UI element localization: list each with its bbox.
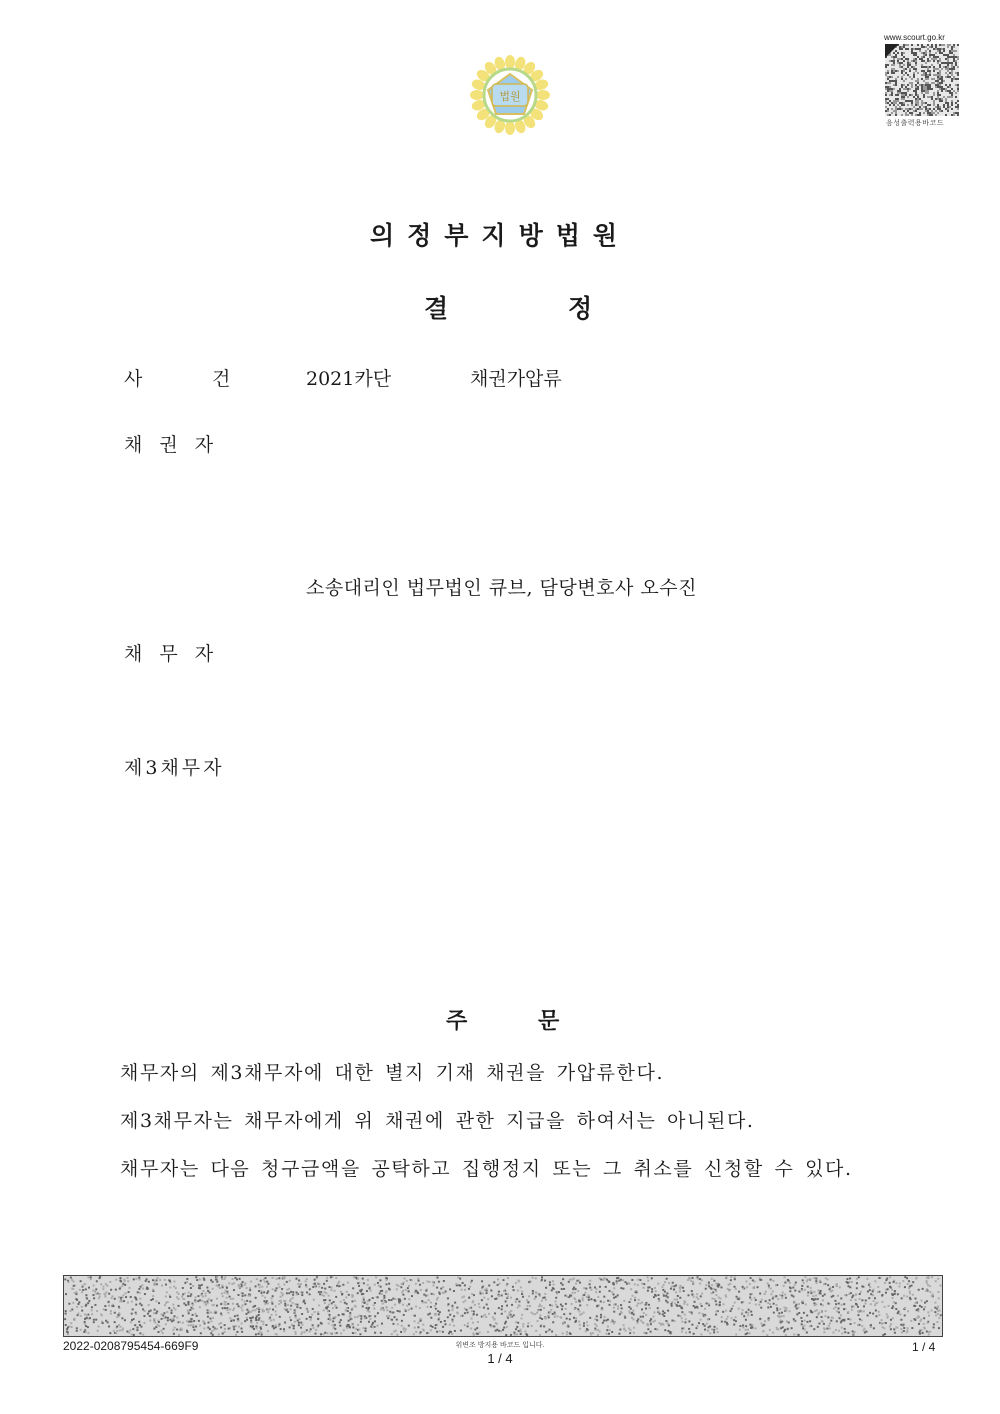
case-name: 채권가압류 xyxy=(470,368,562,390)
debtor-label: 채무자 xyxy=(124,643,231,665)
document-title-right: 정 xyxy=(568,294,593,323)
order-line: 채무자는 다음 청구금액을 공탁하고 집행정지 또는 그 취소를 신청할 수 있다. xyxy=(120,1158,853,1180)
barcode-caption: 음성출력용바코드 xyxy=(886,120,945,127)
anti-forgery-barcode xyxy=(63,1275,943,1337)
page-number-center: 1 / 4 xyxy=(487,1351,513,1366)
order-title-right: 문 xyxy=(538,1009,560,1034)
order-title-left: 주 xyxy=(446,1009,468,1034)
document-id: 2022-0208795454-669F9 xyxy=(63,1339,199,1353)
court-emblem-icon xyxy=(462,48,558,140)
forgery-prevention-note: 위변조 방지용 바코드 입니다. xyxy=(455,1342,545,1349)
barcode-url: www.scourt.go.kr xyxy=(884,33,945,42)
page-number-right: 1 / 4 xyxy=(912,1340,936,1354)
voice-output-barcode xyxy=(885,44,959,116)
order-line: 제3채무자는 채무자에게 위 채권에 관한 지급을 하여서는 아니된다. xyxy=(120,1110,755,1132)
case-label-first: 사 xyxy=(124,368,143,390)
creditor-label: 채권자 xyxy=(124,434,231,456)
document-title-left: 결 xyxy=(424,294,449,323)
legal-agent: 소송대리인 법무법인 큐브, 담당변호사 오수진 xyxy=(306,577,697,599)
case-label-second: 건 xyxy=(212,368,231,390)
order-line: 채무자의 제3채무자에 대한 별지 기재 채권을 가압류한다. xyxy=(120,1062,665,1084)
third-debtor-label: 제3채무자 xyxy=(124,757,225,779)
court-name: 의정부지방법원 xyxy=(369,221,631,250)
case-number: 2021카단 xyxy=(306,368,392,390)
seal-text: 법원 xyxy=(499,90,521,103)
